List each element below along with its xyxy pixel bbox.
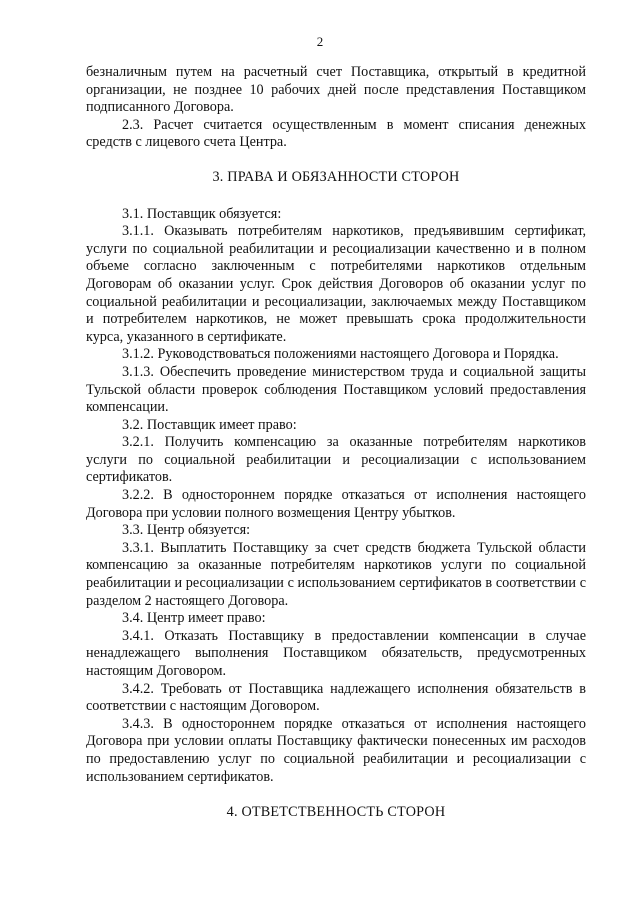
- paragraph-3-4-2: 3.4.2. Требовать от Поставщика надлежащего исполнения обязательств в соответствии с настоящим Договором.: [86, 680, 586, 715]
- paragraph-3-1: 3.1. Поставщик обязуется:: [122, 205, 282, 222]
- section-title: 4. ОТВЕТСТВЕННОСТЬ СТОРОН: [226, 804, 446, 821]
- paragraph-3-4-1: 3.4.1. Отказать Поставщику в предоставлении компенсации в случае ненадлежащего выполнения Поставщиком обязательств, предусмотренных настоящим Договором.: [86, 627, 586, 679]
- page-number: 2: [316, 34, 324, 49]
- paragraph-3-3: 3.3. Центр обязуется:: [122, 522, 251, 539]
- paragraph-3-3-1: 3.3.1. Выплатить Поставщику за счет средств бюджета Тульской области компенсацию за оказанные потребителям наркотиков услуги по социальной реабилитации и ресоциализации с использованием сертификатов в соответствии с разделом 2 настоящего Договора.: [86, 539, 586, 609]
- paragraph-3-1-1: 3.1.1. Оказывать потребителям наркотиков, предъявившим сертификат, услуги по социальной реабилитации и ресоциализации качественно и в полном объеме согласно заключенным с потребителями наркотиков отдельным Договорам об оказании услуг. Срок действия Договоров об оказании услуг по социальной реабилитации и ресоциализации, заключаемых между Поставщиком и потребителем наркотиков, не может превышать срока продолжительности курса, указанного в сертификате.: [86, 223, 586, 345]
- paragraph-3-2: 3.2. Поставщик имеет право:: [122, 416, 297, 433]
- paragraph-payment-continued: безналичным путем на расчетный счет Поставщика, открытый в кредитной организации, не позднее 10 рабочих дней после представления Поставщиком подписанного Договора.: [86, 64, 586, 116]
- paragraph-3-2-1: 3.2.1. Получить компенсацию за оказанные потребителям наркотиков услуги по социальной реабилитации и ресоциализации с использованием сертификатов.: [86, 434, 586, 486]
- paragraph-2-3: 2.3. Расчет считается осуществленным в момент списания денежных средств с лицевого счета Центра.: [86, 116, 586, 151]
- section-title: 3. ПРАВА И ОБЯЗАННОСТИ СТОРОН: [212, 168, 460, 185]
- paragraph-3-1-3: 3.1.3. Обеспечить проведение министерством труда и социальной защиты Тульской области проверок соблюдения Поставщиком условий предоставления компенсации.: [86, 363, 586, 416]
- document-body: [86, 64, 586, 822]
- paragraph-3-1-2: 3.1.2. Руководствоваться положениями настоящего Договора и Порядка.: [122, 346, 559, 363]
- paragraph-3-2-2: 3.2.2. В одностороннем порядке отказаться от исполнения настоящего Договора при условии полного возмещения Центру убытков.: [86, 487, 586, 521]
- paragraph-3-4-3: 3.4.3. В одностороннем порядке отказаться от исполнения настоящего Договора при условии оплаты Поставщику фактически понесенных им расходов по предоставлению услуг по социальной реабилитации и ресоциализации с использованием сертификатов.: [86, 715, 586, 785]
- paragraph-3-4: 3.4. Центр имеет право:: [122, 610, 266, 627]
